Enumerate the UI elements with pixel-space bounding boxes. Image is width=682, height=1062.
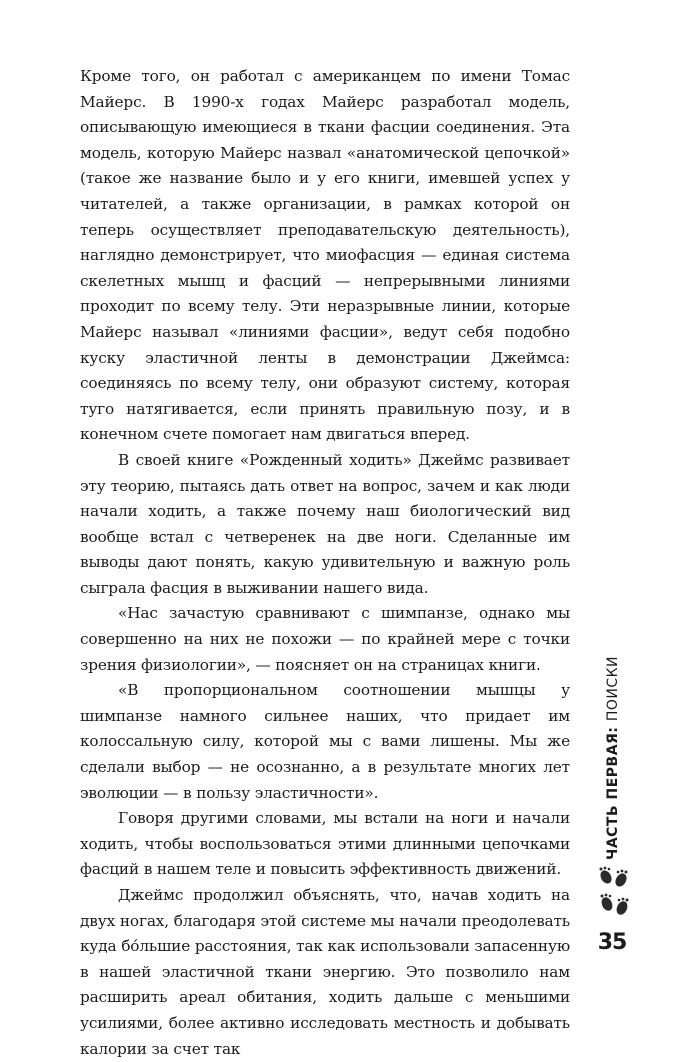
paragraph: Говоря другими словами, мы встали на ноги и начали ходить, чтобы воспользоваться этими длинными цепочками фасций в нашем теле и повысить эффективность движений. bbox=[80, 809, 570, 879]
paragraph: Кроме того, он работал с американцем по имени Томас Майерс. В 1990-х годах Майерс разработал модель, описывающую имеющиеся в ткани фасции соединения. Эта модель, которую Майерс назвал «анатомической цепочкой» (такое же название было и у его книги, имевшей успех у читателей, а также организации, в рамках которой он теперь осуществляет преподавательскую деятельность), наглядно демонстрирует, что миофасция — единая система скелетных мышц и фасций — непрерывными линиями проходит по всему телу. Эти неразрывные линии, которые Майерс называл «линиями фасции», ведут себя подобно куску эластичной ленты в демонстрации Джеймса: соединяясь по всему телу, они образуют систему, которая туго натягивается, если принять правильную позу, и в конечном счете помогает нам двигаться вперед. bbox=[80, 67, 570, 444]
part-title: ПОИСКИ bbox=[605, 655, 621, 722]
body-text bbox=[80, 64, 570, 1062]
running-head-container bbox=[600, 655, 626, 860]
part-label: ЧАСТЬ ПЕРВАЯ: bbox=[605, 726, 621, 860]
page-number: 35 bbox=[597, 930, 627, 955]
running-head bbox=[600, 655, 626, 860]
paragraph: В своей книге «Рожденный ходить» Джеймс развивает эту теорию, пытаясь дать ответ на вопрос, зачем и как люди начали ходить, а также почему наш биологический вид вообще встал с четверенек на две ноги. Сделанные им выводы дают понять, какую удивительную и важную роль сыграла фасция в выживании нашего вида. bbox=[80, 450, 570, 597]
paragraph: «Нас зачастую сравнивают с шимпанзе, однако мы совершенно на них не похожи — по крайней мере с точки зрения физиологии», — поясняет он на страницах книги. bbox=[80, 604, 570, 674]
paragraph: «В пропорциональном соотношении мышцы у шимпанзе намного сильнее наших, что придает им колоссальную силу, которой мы с вами лишены. Мы же сделали выбор — не осознанно, а в результате многих лет эволюции — в пользу эластичности». bbox=[80, 681, 570, 802]
footprints-icon bbox=[596, 866, 632, 922]
paragraph: Джеймс продолжил объяснять, что, начав ходить на двух ногах, благодаря этой системе мы начали преодолевать куда бо́льшие расстояния, так как использовали запасенную в нашей эластичной ткани энергию. Это позволило нам расширить ареал обитания, ходить дальше с меньшими усилиями, более активно исследовать местность и добывать калории за счет так bbox=[80, 886, 570, 1058]
